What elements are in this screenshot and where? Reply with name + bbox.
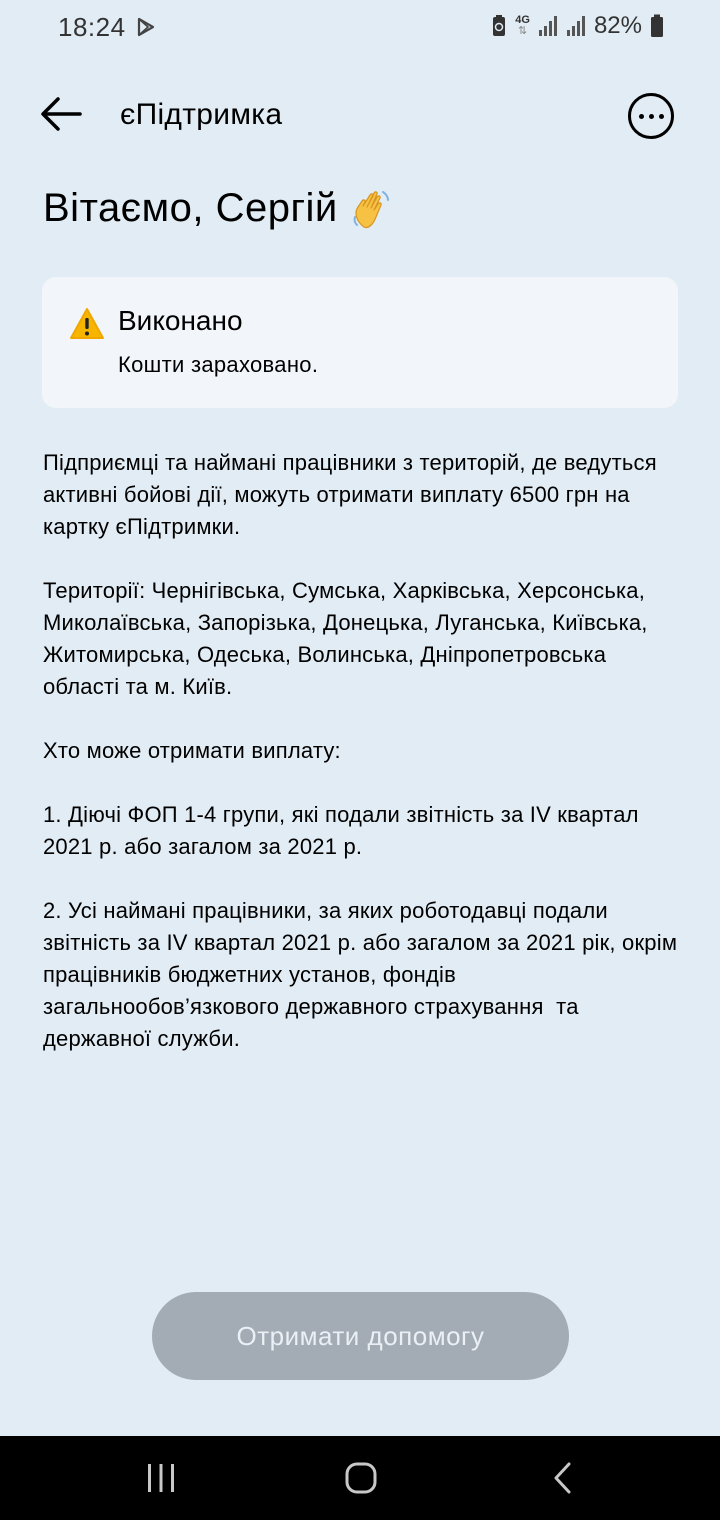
info-paragraph: 2. Усі наймані працівники, за яких роботодавці подали звітність за IV квартал 2021 р. або загалом за 2021 рік, окрім працівників бюджетних установ, фондів загальнообов’язкового державного страхування та державної служби.	[43, 898, 684, 1051]
more-horizontal-icon-dot	[649, 114, 654, 119]
network-4g-icon: 4G ⇅	[515, 14, 530, 37]
status-icons	[491, 12, 664, 40]
status-notice-card	[42, 277, 678, 408]
home-icon[interactable]	[339, 1458, 383, 1498]
network-type-label: 4G	[515, 14, 530, 26]
app-header	[0, 80, 720, 152]
page-title: єПідтримка	[120, 98, 283, 131]
signal-icon	[538, 15, 558, 37]
signal-icon	[566, 15, 586, 37]
greeting-text: Вітаємо, Сергій	[43, 186, 338, 230]
battery-percentage: 82%	[593, 12, 642, 39]
more-horizontal-icon	[639, 114, 644, 119]
notice-text: Кошти зараховано.	[118, 352, 319, 377]
get-help-button[interactable]: Отримати допомогу	[152, 1292, 569, 1380]
battery-saver-icon	[491, 14, 507, 38]
info-paragraph: Території: Чернігівська, Сумська, Харківська, Херсонська, Миколаївська, Запорізька, Донецька, Луганська, Київська, Житомирська, Одеська, Волинська, Дніпропетровська області та м. Київ.	[43, 578, 654, 699]
waving-hand-icon	[350, 187, 394, 231]
info-text	[43, 447, 683, 1087]
system-nav-bar	[0, 1436, 720, 1520]
info-paragraph: Підприємці та наймані працівники з територій, де ведуться активні бойові дії, можуть отримати виплату 6500 грн на картку єПідтримки.	[43, 450, 664, 539]
status-bar	[0, 0, 720, 56]
play-store-icon	[136, 17, 156, 37]
greeting-heading	[43, 186, 394, 231]
more-options-button[interactable]	[628, 93, 674, 139]
info-paragraph: Хто може отримати виплату:	[43, 738, 341, 763]
back-button[interactable]	[38, 94, 84, 134]
notice-title: Виконано	[118, 305, 243, 336]
battery-icon	[650, 14, 664, 38]
info-paragraph: 1. Діючі ФОП 1-4 групи, які подали звітність за IV квартал 2021 р. або загалом за 2021 р.	[43, 802, 645, 859]
recent-apps-icon[interactable]	[139, 1458, 183, 1498]
status-time: 18:24	[58, 12, 126, 42]
warning-icon	[69, 307, 105, 341]
back-icon[interactable]	[541, 1458, 585, 1498]
more-horizontal-icon-dot	[659, 114, 664, 119]
arrow-left-icon	[43, 99, 80, 129]
